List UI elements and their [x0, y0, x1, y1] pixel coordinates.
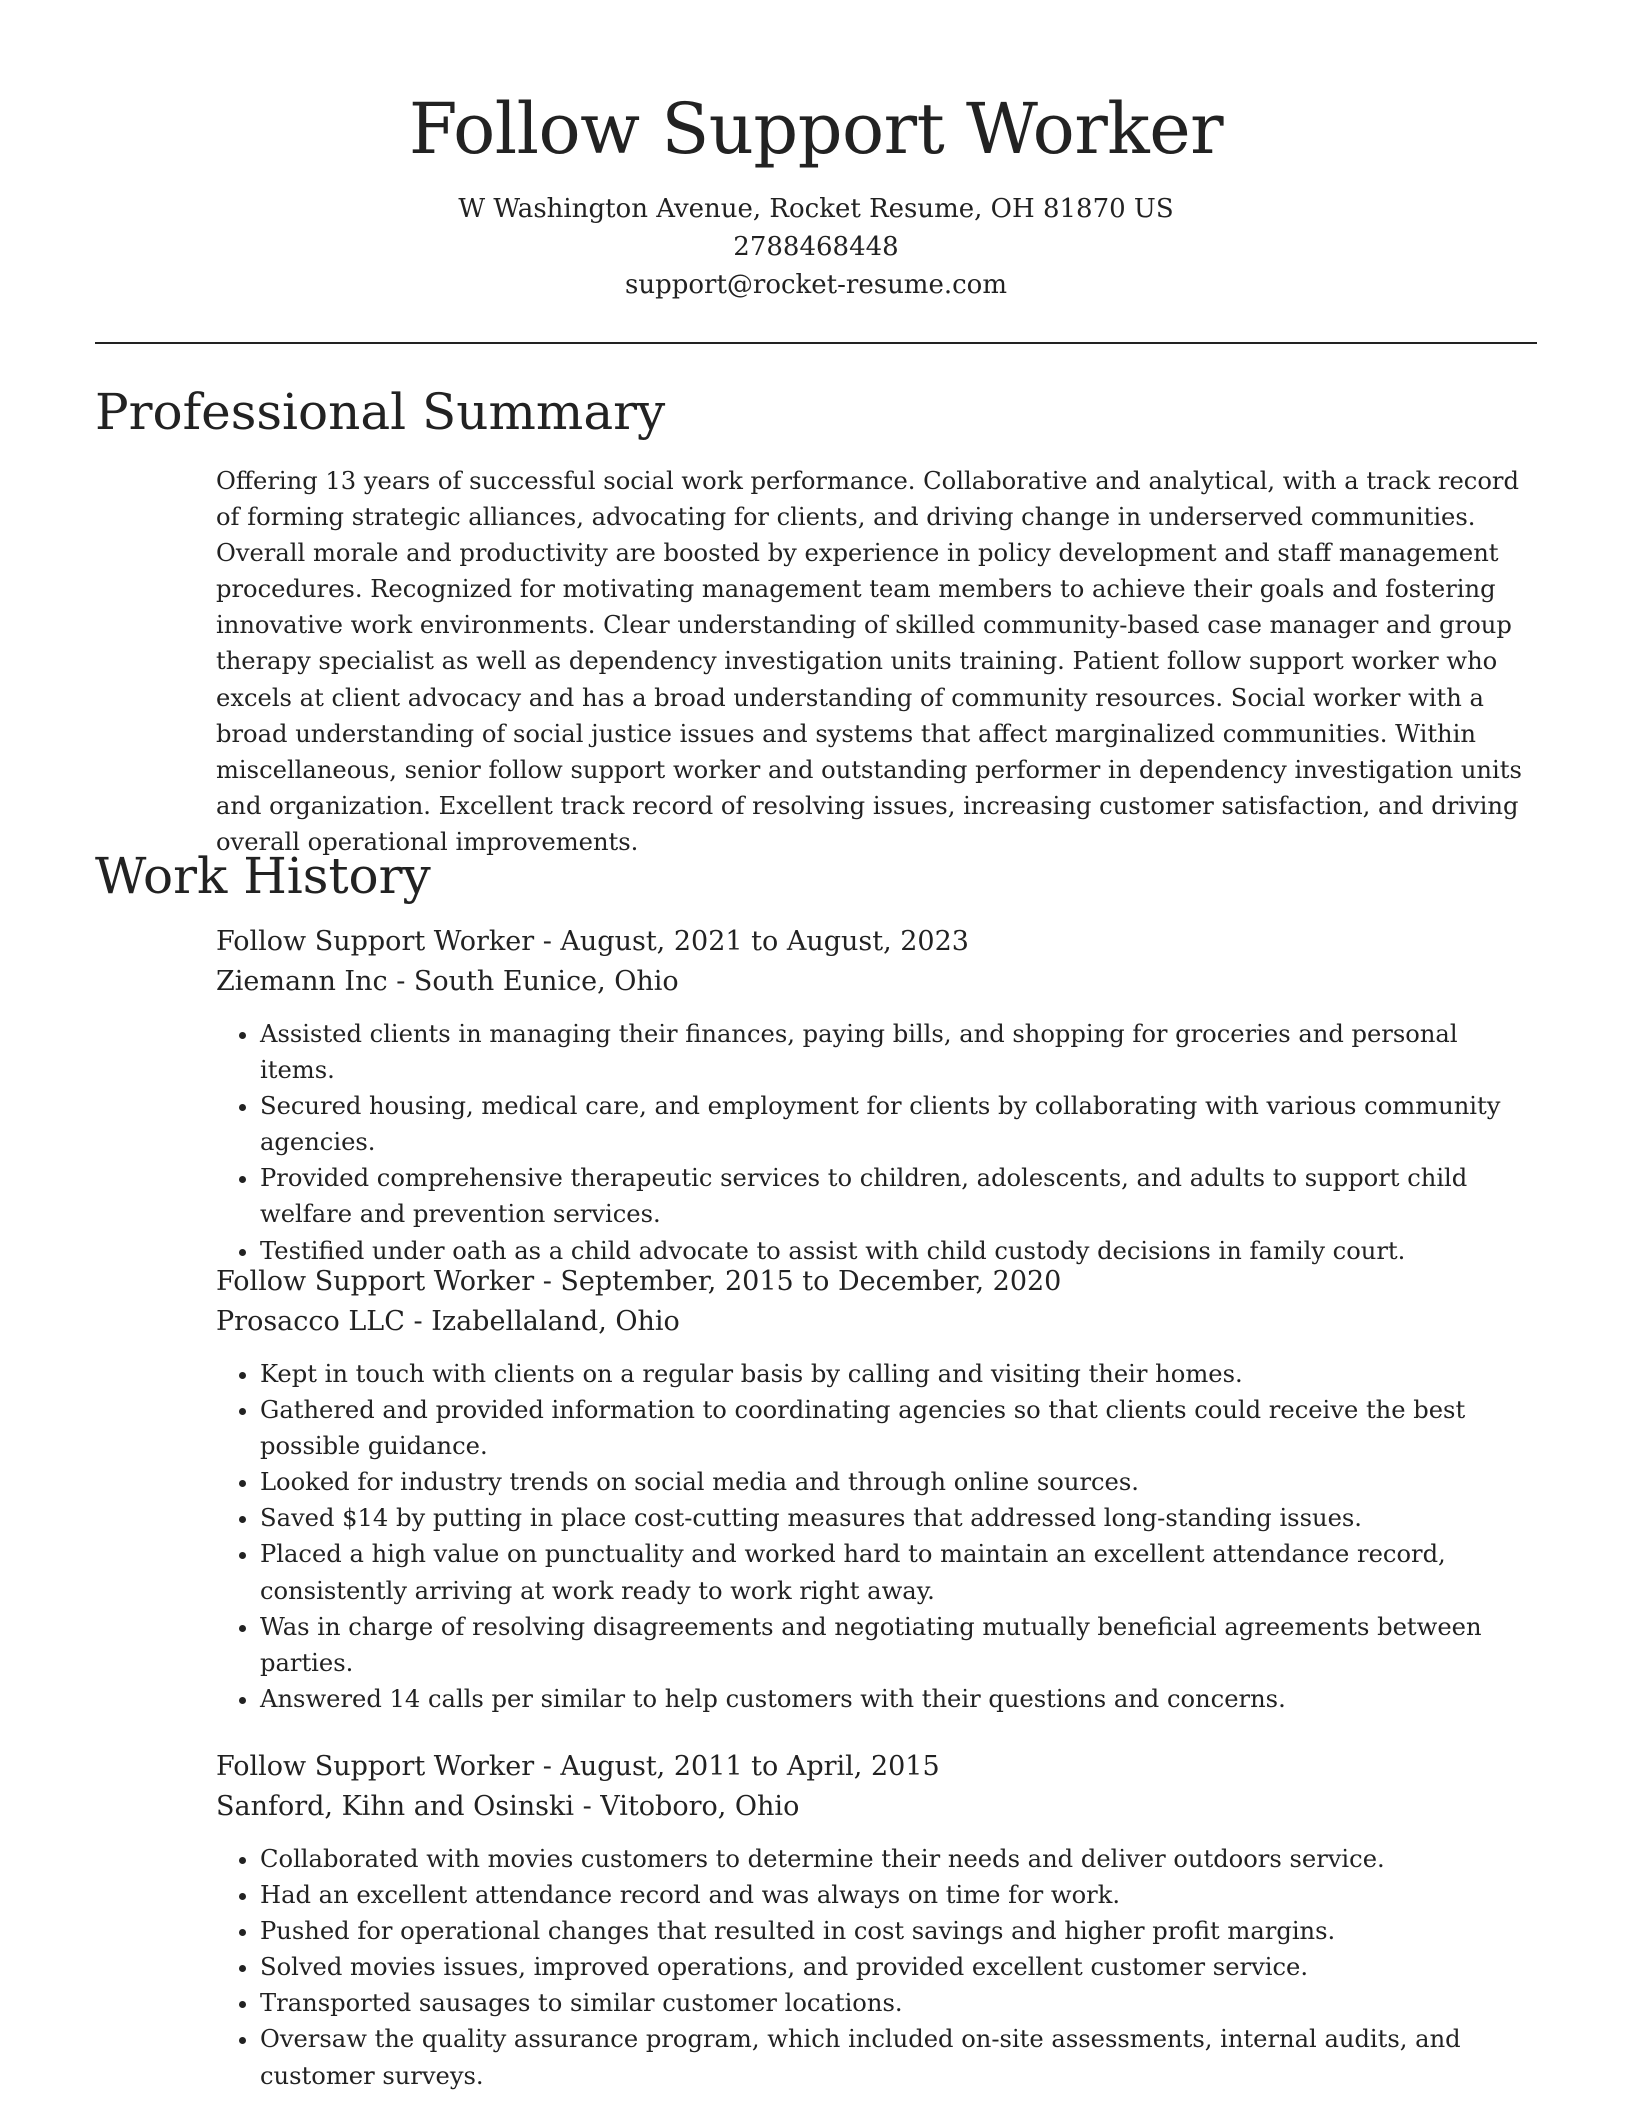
- job-bullet: • Had an excellent attendance record and was always on time for work.: [260, 1877, 1537, 1913]
- resume-header: [95, 84, 1537, 304]
- job-dates: August, 2021 to August, 2023: [560, 926, 969, 957]
- job-bullet: • Answered 14 calls per similar to help customers with their questions and concerns.: [260, 1681, 1537, 1717]
- job-bullets: [216, 1841, 1537, 2094]
- job-dates: August, 2011 to April, 2015: [560, 1751, 940, 1782]
- job-title: Follow Support Worker: [216, 1751, 535, 1782]
- address: W Washington Avenue, Rocket Resume, OH 81870 US: [458, 194, 1174, 224]
- summary-heading: Professional Summary: [95, 383, 666, 441]
- job-company: Ziemann Inc: [216, 966, 388, 997]
- job-title: Follow Support Worker: [216, 1266, 535, 1297]
- job-location: Izabellaland, Ohio: [431, 1306, 680, 1337]
- job-bullet: • Solved movies issues, improved operations, and provided excellent customer service.: [260, 1949, 1537, 1985]
- job-bullet: • Kept in touch with clients on a regular basis by calling and visiting their homes.: [260, 1356, 1537, 1392]
- job-bullet: • Secured housing, medical care, and employment for clients by collaborating with various community agencies.: [260, 1088, 1537, 1160]
- job-bullets: [216, 1016, 1537, 1269]
- job-bullet: • Testified under oath as a child advocate to assist with child custody decisions in family court.: [260, 1233, 1537, 1269]
- job-bullet: • Looked for industry trends on social media and through online sources.: [260, 1464, 1537, 1500]
- job-bullet: • Assisted clients in managing their finances, paying bills, and shopping for groceries and personal items.: [260, 1016, 1537, 1088]
- job-bullet: • Collaborated with movies customers to determine their needs and deliver outdoors service.: [260, 1841, 1537, 1877]
- job-company-line: Ziemann Inc - South Eunice, Ohio: [216, 966, 679, 997]
- job-company: Prosacco LLC: [216, 1306, 405, 1337]
- job-title: Follow Support Worker: [216, 926, 535, 957]
- work-history-heading: Work History: [95, 847, 431, 905]
- job-entry: [216, 922, 1537, 1269]
- job-dates: September, 2015 to December, 2020: [560, 1266, 1062, 1297]
- job-title-line: Follow Support Worker - August, 2021 to August, 2023: [216, 926, 969, 957]
- job-company: Sanford, Kihn and Osinski: [216, 1791, 574, 1822]
- job-location: Vitoboro, Ohio: [600, 1791, 800, 1822]
- job-entry: [216, 1747, 1537, 2094]
- job-title-line: Follow Support Worker - August, 2011 to April, 2015: [216, 1751, 940, 1782]
- email: support@rocket-resume.com: [624, 270, 1007, 300]
- job-company-line: Sanford, Kihn and Osinski - Vitoboro, Ohio: [216, 1791, 800, 1822]
- job-bullets: [216, 1356, 1537, 1717]
- job-bullet: • Was in charge of resolving disagreements and negotiating mutually beneficial agreements between parties.: [260, 1609, 1537, 1681]
- job-company-line: Prosacco LLC - Izabellaland, Ohio: [216, 1306, 680, 1337]
- job-bullet: • Oversaw the quality assurance program, which included on-site assessments, internal audits, and customer surveys.: [260, 2021, 1537, 2093]
- job-bullet: • Pushed for operational changes that resulted in cost savings and higher profit margins.: [260, 1913, 1537, 1949]
- job-bullet: • Provided comprehensive therapeutic services to children, adolescents, and adults to support child welfare and prevention services.: [260, 1160, 1537, 1232]
- job-bullet: • Saved $14 by putting in place cost-cutting measures that addressed long-standing issues.: [260, 1500, 1537, 1536]
- job-entry: [216, 1262, 1537, 1717]
- contact-info: [95, 190, 1537, 304]
- job-location: South Eunice, Ohio: [413, 966, 679, 997]
- phone: 2788468448: [733, 232, 899, 262]
- job-title-line: Follow Support Worker - September, 2015 to December, 2020: [216, 1266, 1062, 1297]
- header-divider: [95, 342, 1537, 344]
- candidate-name: Follow Support Worker: [408, 88, 1224, 170]
- job-bullet: • Placed a high value on punctuality and worked hard to maintain an excellent attendance record, consistently arriving at work ready to work right away.: [260, 1536, 1537, 1608]
- job-bullet: • Transported sausages to similar customer locations.: [260, 1985, 1537, 2021]
- summary-text: Offering 13 years of successful social work performance. Collaborative and analytical, with a track record of forming strategic alliances, advocating for clients, and driving change in underserved communities. Overall morale and productivity are boosted by experience in policy development and staff management procedures. Recognized for motivating management team members to achieve their goals and fostering innovative work environments. Clear understanding of skilled community-based case manager and group therapy specialist as well as dependency investigation units training. Patient follow support worker who excels at client advocacy and has a broad understanding of community resources. Social worker with a broad understanding of social justice issues and systems that affect marginalized communities. Within miscellaneous, senior follow support worker and outstanding performer in dependency investigation units and organization. Excellent track record of resolving issues, increasing customer satisfaction, and driving overall operational improvements.: [216, 467, 1522, 856]
- job-bullet: • Gathered and provided information to coordinating agencies so that clients could receive the best possible guidance.: [260, 1392, 1537, 1464]
